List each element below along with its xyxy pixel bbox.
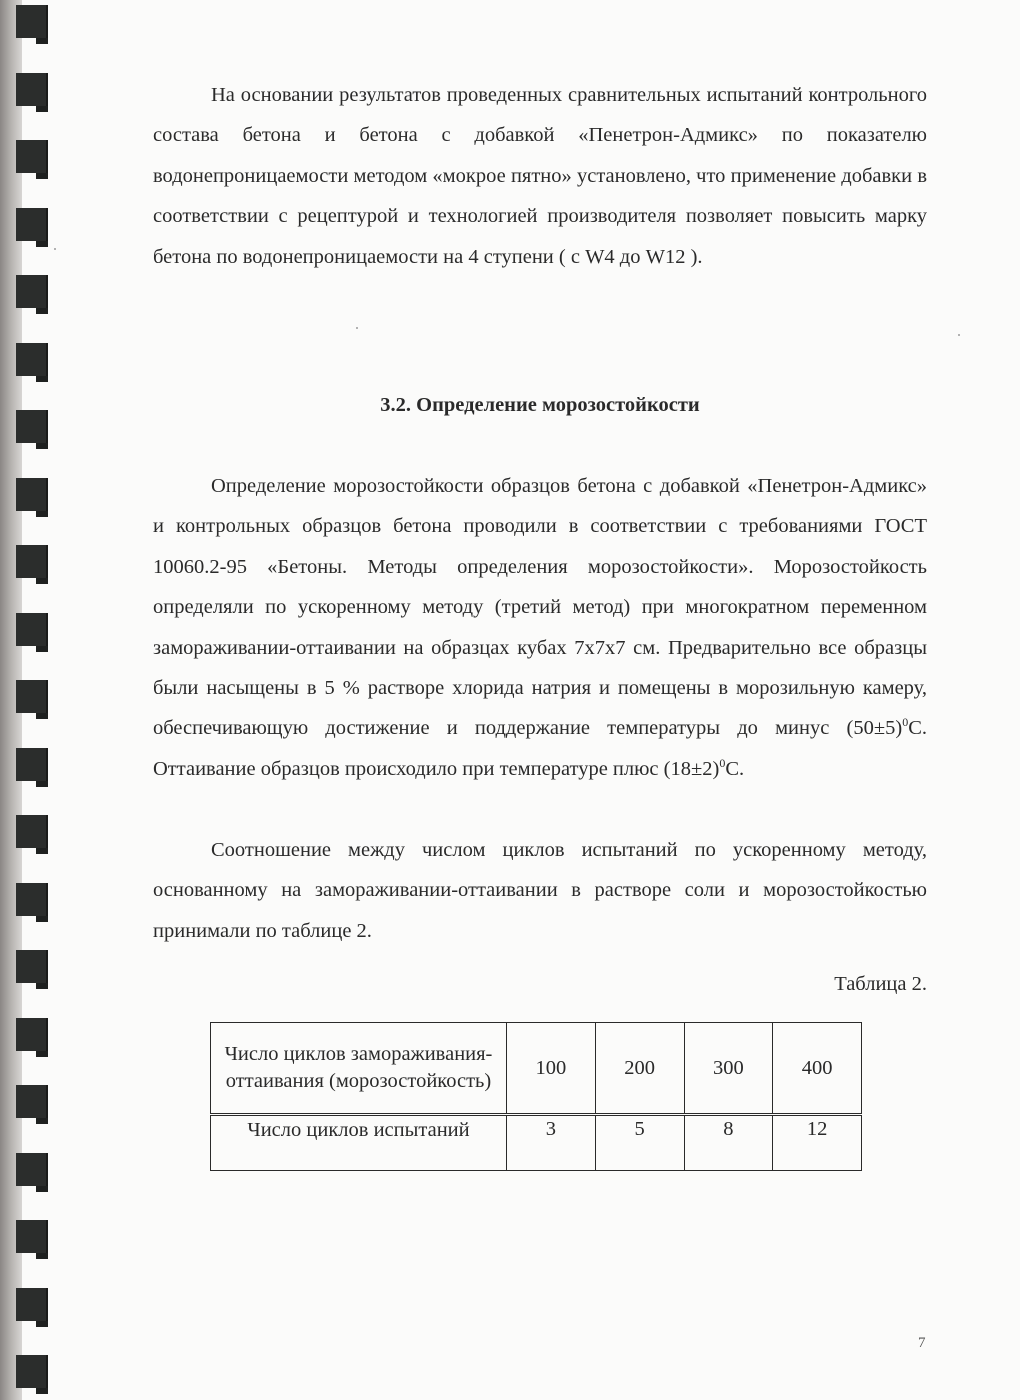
table-row xyxy=(211,1115,862,1171)
table-row-label: Число циклов замораживания-оттаивания (морозостойкость) xyxy=(211,1023,507,1115)
paragraph-water-resistance xyxy=(153,75,927,277)
section-heading: 3.2. Определение морозостойкости xyxy=(380,394,700,416)
table-cell: 12 xyxy=(773,1115,862,1171)
paragraph-2-tail: С. Оттаивание образцов происходило при температуре плюс (18±2) xyxy=(153,717,927,780)
table-cell: 400 xyxy=(773,1023,862,1115)
scan-speck xyxy=(54,248,56,250)
paragraph-cycles-ratio xyxy=(153,830,927,951)
paragraph-2-text: Определение морозостойкости образцов бетона с добавкой «Пенетрон-Адмикс» и контрольных образцов бетона проводили в соответствии с требованиями ГОСТ 10060.2-95 «Бетоны. Методы определения морозостойкости». Морозостойкость определяли по ускоренному методу (третий метод) при многократном переменном замораживании-оттаивании на образцах кубах 7х7х7 см. Предварительно все образцы были насыщены в 5 % растворе хлорида натрия и помещены в морозильную камеру, обеспечивающую достижение и поддержание температуры до минус xyxy=(153,475,927,740)
table-2 xyxy=(210,1022,862,1171)
scan-speck xyxy=(356,327,358,329)
paragraph-1-text: На основании результатов проведенных сравнительных испытаний контрольного состава бетона и бетона с добавкой «Пенетрон-Адмикс» по показателю водонепроницаемости методом «мокрое пятно» установлено, что применение добавки в соответствии с рецептурой и технологией производителя позволяет повысить марку бетона по водонепроницаемости на 4 ступени ( с W4 до W12 ). xyxy=(153,84,927,268)
temperature-minus: (50±5) xyxy=(846,717,903,740)
table-cell: 100 xyxy=(507,1023,596,1115)
paragraph-2-end: С. xyxy=(725,757,745,780)
table-cell: 200 xyxy=(595,1023,684,1115)
degree-mark: 0 xyxy=(719,756,726,771)
page-number: 7 xyxy=(918,1335,926,1351)
table-cell: 8 xyxy=(684,1115,773,1171)
table-row-label: Число циклов испытаний xyxy=(211,1115,507,1171)
table-row xyxy=(211,1023,862,1115)
table-caption: Таблица 2. xyxy=(834,973,927,995)
paragraph-3-text: Соотношение между числом циклов испытаний по ускоренному методу, основанному на замораживании-оттаивании в растворе соли и морозостойкостью принимали по таблице 2. xyxy=(153,839,927,942)
table-cell: 3 xyxy=(507,1115,596,1171)
degree-mark: 0 xyxy=(902,715,909,730)
table-cell: 300 xyxy=(684,1023,773,1115)
paragraph-frost-resistance-method xyxy=(153,466,927,789)
table-cell: 5 xyxy=(595,1115,684,1171)
scan-speck xyxy=(958,334,960,336)
